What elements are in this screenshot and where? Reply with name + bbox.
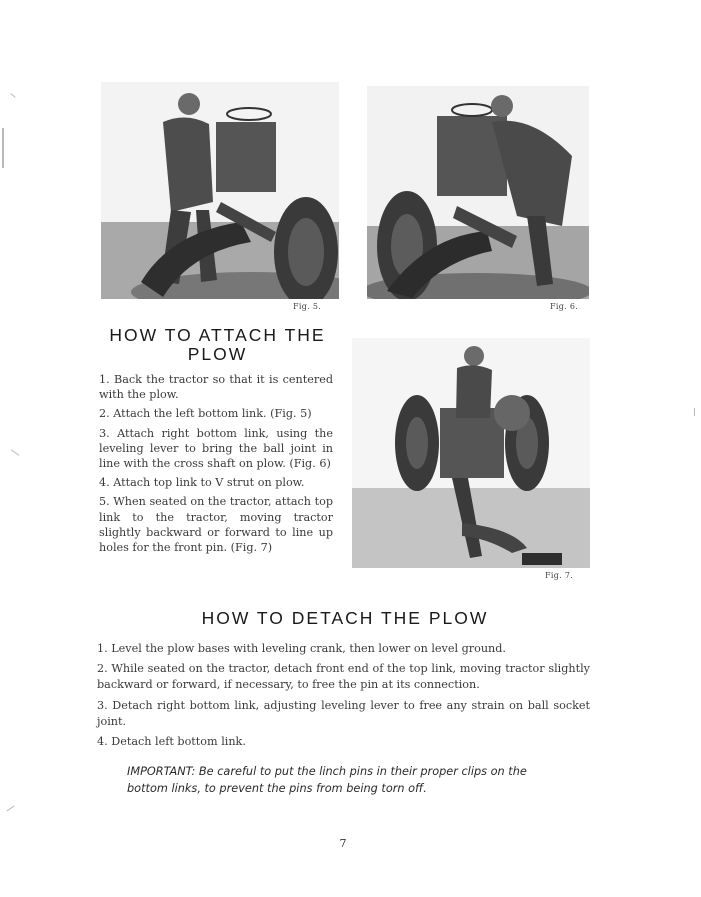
attach-step: 1. Back the tractor so that it is centered with the plow. bbox=[99, 373, 333, 402]
attach-step: 3. Attach right bottom link, using the leveling lever to bring the ball joint in line with the cross shaft on plow. (Fig. 6) bbox=[99, 426, 333, 471]
figure-6-caption: Fig. 6. bbox=[550, 302, 579, 311]
detach-step: 1. Level the plow bases with leveling crank, then lower on level ground. bbox=[97, 642, 506, 655]
figure-5-caption: Fig. 5. bbox=[293, 302, 322, 311]
detach-step: 3. Detach right bottom link, adjusting leveling lever to free any strain on ball socket joint. bbox=[97, 698, 590, 728]
attach-steps-list bbox=[99, 372, 333, 559]
detach-step: 2. While seated on the tractor, detach front end of the top link, moving tractor slightly backward or forward, if necessary, to free the pin at its connection. bbox=[97, 662, 590, 692]
important-note: IMPORTANT: Be careful to put the linch pins in their proper clips on the bottom links, to prevent the pins from being torn off. bbox=[127, 765, 527, 795]
scan-mark bbox=[694, 408, 695, 416]
detach-steps-list bbox=[97, 641, 590, 754]
detach-step: 4. Detach left bottom link. bbox=[97, 735, 246, 749]
figure-5-photo bbox=[101, 82, 339, 299]
attach-step: 5. When seated on the tractor, attach top link to the tractor, moving tractor slightly backward or forward to line up holes for the front pin. (Fig. 7) bbox=[99, 495, 333, 555]
figure-6-photo bbox=[367, 86, 589, 299]
attach-step: 2. Attach the left bottom link. (Fig. 5) bbox=[99, 407, 312, 421]
scan-mark bbox=[10, 93, 15, 98]
scan-mark bbox=[7, 806, 15, 812]
page-number: 7 bbox=[339, 837, 347, 850]
detach-section-title: HOW TO DETACH THE PLOW bbox=[201, 608, 489, 628]
figure-7-photo bbox=[352, 338, 590, 568]
attach-section-title: HOW TO ATTACH THE PLOW bbox=[109, 325, 326, 364]
figure-7-caption: Fig. 7. bbox=[545, 571, 574, 580]
scan-mark bbox=[11, 449, 20, 456]
attach-step: 4. Attach top link to V strut on plow. bbox=[99, 476, 305, 490]
scan-mark bbox=[2, 128, 4, 168]
